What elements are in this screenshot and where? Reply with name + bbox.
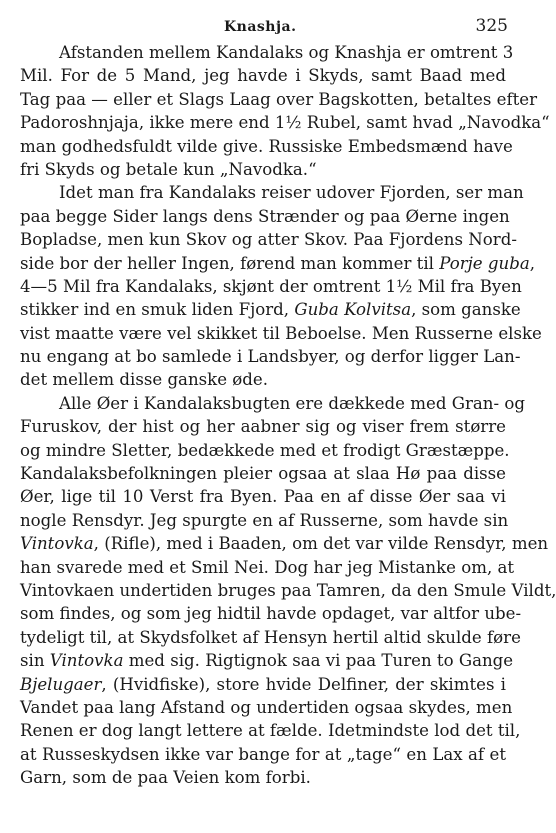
text-line: det mellem disse ganske øde. [20,370,269,390]
body-text [20,41,556,790]
page-number: 325 [475,16,508,36]
text-line: han svarede med et Smil Nei. Dog har jeg Mistanke om, at [20,557,515,577]
text-line: 4—5 Mil fra Kandalaks, skjønt der omtrent 1½ Mil fra Byen [20,276,522,296]
text-line: Renen er dog langt lettere at fælde. Idetmindste lod det til, [20,721,521,741]
text-line: Garn, som de paa Veien kom forbi. [20,768,311,788]
text-line: Tag paa — eller et Slags Laag over Bagskotten, betaltes efter [20,89,538,109]
text-line: som findes, og som jeg hidtil havde opdaget, var altfor ube- [20,604,522,624]
text-line: Øer, lige til 10 Verst fra Byen. Paa en af disse Øer saa vi [20,487,506,507]
text-line: Vintovka, (Rifle), med i Baaden, om det var vilde Rensdyr, men [20,534,549,554]
text-line: og mindre Sletter, bedækkede med et frodigt Græstæppe. [20,440,510,460]
text-line: Furuskov, der hist og her aabner sig og viser frem større [20,417,506,437]
text-line: nogle Rensdyr. Jeg spurgte en af Russerne, som havde sin [20,510,509,530]
text-line: man godhedsfuldt vilde give. Russiske Embedsmænd have [20,136,513,156]
text-line: vist maatte være vel skikket til Beboelse. Men Russerne elske [20,323,542,343]
text-line: fri Skyds og betale kun „Navodka.“ [20,159,317,179]
text-line: nu engang at bo samlede i Landsbyer, og derfor ligger Lan- [20,347,521,367]
text-line: tydeligt til, at Skydsfolket af Hensyn hertil altid skulde føre [20,627,521,647]
text-line: Vandet paa lang Afstand og undertiden ogsaa skydes, men [20,697,513,717]
text-line: Idet man fra Kandalaks reiser udover Fjorden, ser man [59,183,524,203]
text-line: sin Vintovka med sig. Rigtignok saa vi paa Turen to Gange [20,651,514,671]
paragraph [20,392,556,790]
text-line: Mil. For de 5 Mand, jeg havde i Skyds, samt Baad med [20,66,506,86]
paragraph [20,41,550,181]
text-line: at Russeskydsen ikke var bange for at „tage“ en Lax af et [20,744,506,764]
text-line: Bjelugaer, (Hvidfiske), store hvide Delfiner, der skimtes i [20,674,506,694]
text-line: paa begge Sider langs dens Strænder og paa Øerne ingen [20,206,510,226]
text-line: stikker ind en smuk liden Fjord, Guba Kolvitsa, som ganske [20,300,521,320]
text-line: Padoroshnjaja, ikke mere end 1½ Rubel, samt hvad „Navodka“ [20,113,550,133]
paragraph [20,181,542,392]
text-line: Afstanden mellem Kandalaks og Knashja er omtrent 3 [59,43,514,62]
text-line: Kandalaksbefolkningen pleier ogsaa at slaa Hø paa disse [20,464,506,484]
running-head: Knashja. [224,19,297,35]
page-header [20,10,508,40]
text-line: side bor der heller Ingen, førend man kommer til Porje guba, [20,253,536,273]
text-line: Alle Øer i Kandalaksbugten ere dækkede med Gran- og [59,393,525,413]
text-line: Bopladse, men kun Skov og atter Skov. Paa Fjordens Nord- [20,230,517,250]
text-line: Vintovkaen undertiden bruges paa Tamren, da den Smule Vildt, [20,580,556,600]
